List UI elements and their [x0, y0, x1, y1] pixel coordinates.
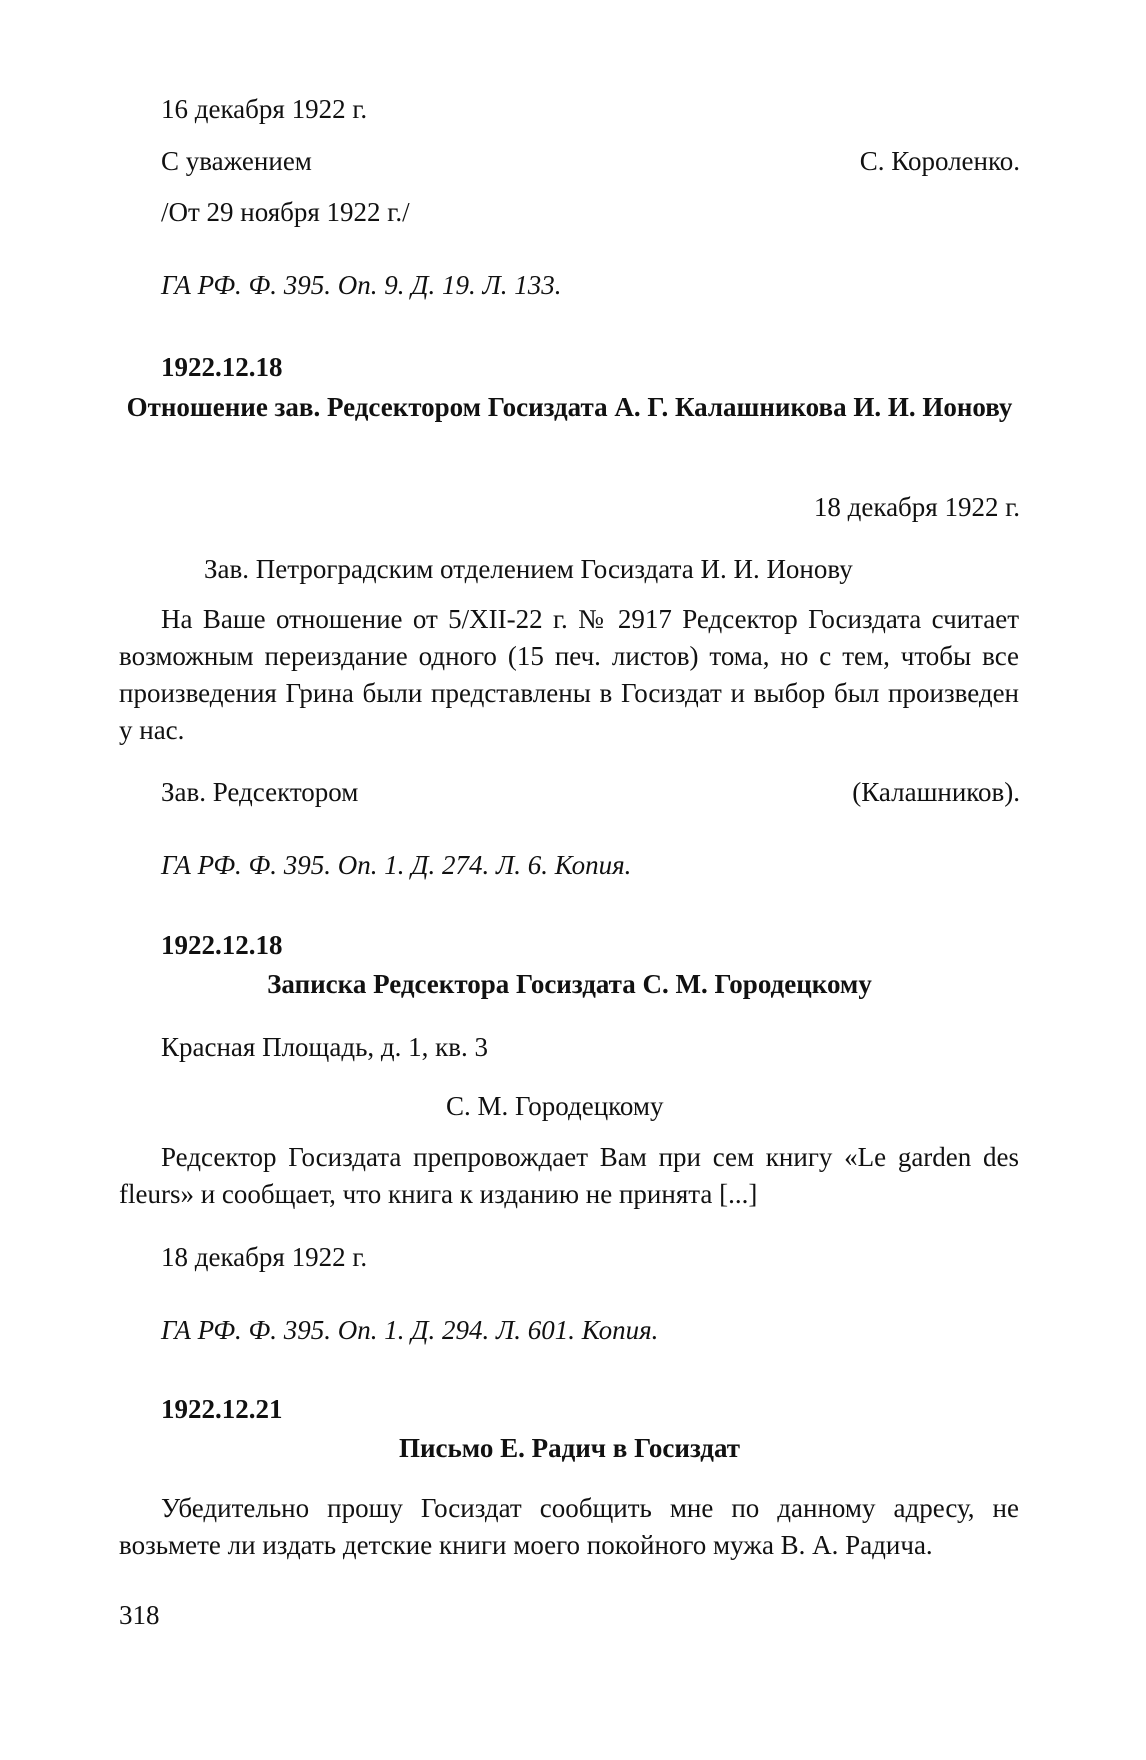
doc2-source: ГА РФ. Ф. 395. Оп. 1. Д. 294. Л. 601. Копия.	[161, 1315, 659, 1345]
doc3-number: 1922.12.21	[161, 1394, 283, 1424]
doc1-signature: (Калашников).	[852, 777, 1020, 807]
prev-doc-closing: С уважением	[161, 146, 312, 176]
doc1-number: 1922.12.18	[161, 352, 283, 382]
prev-doc-source: ГА РФ. Ф. 395. Оп. 9. Д. 19. Л. 133.	[161, 270, 562, 300]
doc1-source: ГА РФ. Ф. 395. Оп. 1. Д. 274. Л. 6. Копия.	[161, 850, 632, 880]
doc3-body: Убедительно прошу Госиздат сообщить мне по данному адресу, не возьмете ли издать детские книги моего покойного мужа В. А. Радича.	[119, 1493, 1019, 1560]
page-number: 318	[119, 1600, 160, 1630]
doc1-body: На Ваше отношение от 5/XII-22 г. № 2917 Редсектор Госиздата считает возможным переиздание одного (15 печ. листов) тома, но с тем, чтобы все произведения Грина были представлены в Госиздат и выбор был произведен у нас.	[119, 604, 1019, 745]
doc2-title: Записка Редсектора Госиздата С. М. Городецкому	[267, 969, 872, 999]
prev-doc-date: 16 декабря 1922 г.	[161, 94, 368, 124]
prev-doc-ref-note: /От 29 ноября 1922 г./	[161, 197, 410, 227]
doc2-address: Красная Площадь, д. 1, кв. 3	[161, 1032, 488, 1062]
doc1-addressee: Зав. Петроградским отделением Госиздата И. И. Ионову	[204, 554, 853, 584]
doc1-title: Отношение зав. Редсектором Госиздата А. Г. Калашникова И. И. Ионову	[126, 392, 1013, 422]
doc1-position: Зав. Редсектором	[161, 777, 359, 807]
doc3-title: Письмо Е. Радич в Госиздат	[398, 1433, 741, 1463]
doc1-date: 18 декабря 1922 г.	[813, 492, 1020, 522]
doc2-addressee: С. М. Городецкому	[446, 1091, 664, 1121]
prev-doc-signature: С. Короленко.	[859, 146, 1020, 176]
doc2-number: 1922.12.18	[161, 930, 283, 960]
doc2-date: 18 декабря 1922 г.	[161, 1242, 368, 1272]
doc2-body: Редсектор Госиздата препровождает Вам при сем книгу «Le garden des fleurs» и сообщает, что книга к изданию не принята [...]	[119, 1142, 1019, 1209]
